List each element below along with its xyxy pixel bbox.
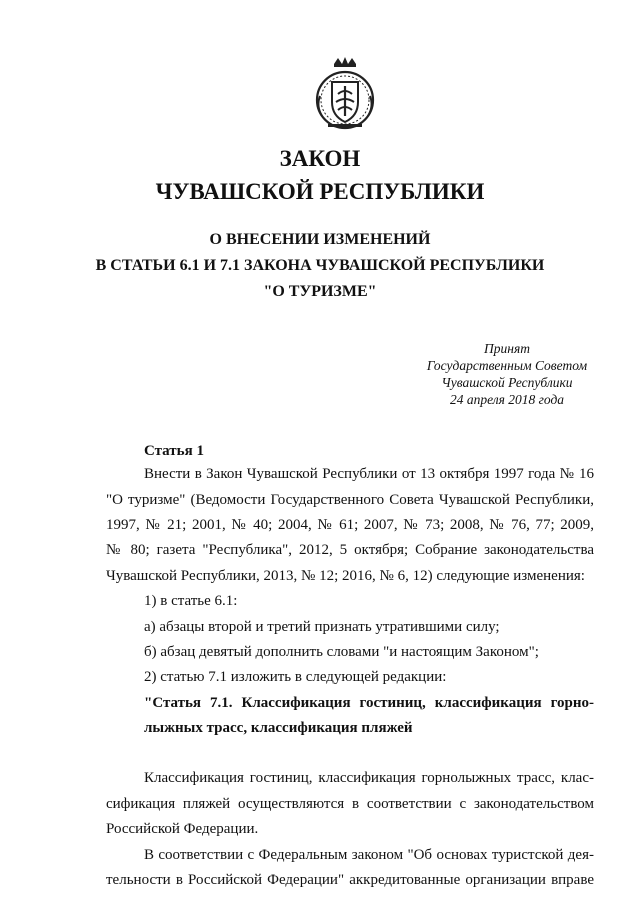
list-item: 1) в статье 6.1: [144, 593, 238, 609]
law-subtitle-line1: О ВНЕСЕНИИ ИЗМЕНЕНИЙ [209, 231, 431, 248]
paragraph-line: 1997, № 21; 2001, № 40; 2004, № 61; 2007, № 73; 2008, № 76, 77; 2009, [106, 517, 594, 533]
adoption-line: Чувашской Республики [441, 375, 573, 390]
paragraph-line: Российской Федерации. [106, 821, 259, 837]
article-heading: Статья 1 [144, 443, 204, 459]
law-title: ЗАКОН [279, 146, 361, 171]
emblem-icon [314, 56, 376, 130]
adoption-line: Государственным Советом [426, 358, 588, 373]
paragraph-line: № 80; газета "Республика", 2012, 5 октября; Собрание законодательства [106, 542, 594, 558]
paragraph-line: "О туризме" (Ведомости Государственного Совета Чувашской Республики, [106, 492, 594, 508]
list-item: 2) статью 7.1 изложить в следующей редакции: [144, 669, 447, 685]
list-item: а) абзацы второй и третий признать утратившими силу; [144, 619, 500, 635]
law-title-republic: ЧУВАШСКОЙ РЕСПУБЛИКИ [155, 179, 485, 204]
adoption-line: Принят [484, 341, 530, 356]
paragraph-line: Чувашской Республики, 2013, № 12; 2016, № 6, 12) следующие изменения: [106, 568, 585, 584]
law-subtitle-line3: "О ТУРИЗМЕ" [263, 283, 377, 300]
paragraph-line: тельности в Российской Федерации" аккредитованные организации вправе [106, 872, 594, 888]
paragraph-line: Классификация гостиниц, классификация горнолыжных трасс, клас- [144, 770, 594, 786]
adoption-note [410, 340, 604, 408]
quoted-article-heading: "Статья 7.1. Классификация гостиниц, классификация горно- [144, 695, 594, 711]
law-subtitle-line2: В СТАТЬИ 6.1 И 7.1 ЗАКОНА ЧУВАШСКОЙ РЕСПУБЛИКИ [95, 257, 545, 274]
paragraph-line: Внести в Закон Чувашской Республики от 13 октября 1997 года № 16 [144, 466, 594, 482]
paragraph-line: В соответствии с Федеральным законом "Об основах туристской дея- [144, 847, 594, 863]
list-item: б) абзац девятый дополнить словами "и настоящим Законом"; [144, 644, 539, 660]
adoption-date: 24 апреля 2018 года [449, 392, 565, 407]
quoted-article-heading: лыжных трасс, классификация пляжей [144, 720, 413, 736]
paragraph-line: сификация пляжей осуществляются в соответствии с законодательством [106, 796, 594, 812]
